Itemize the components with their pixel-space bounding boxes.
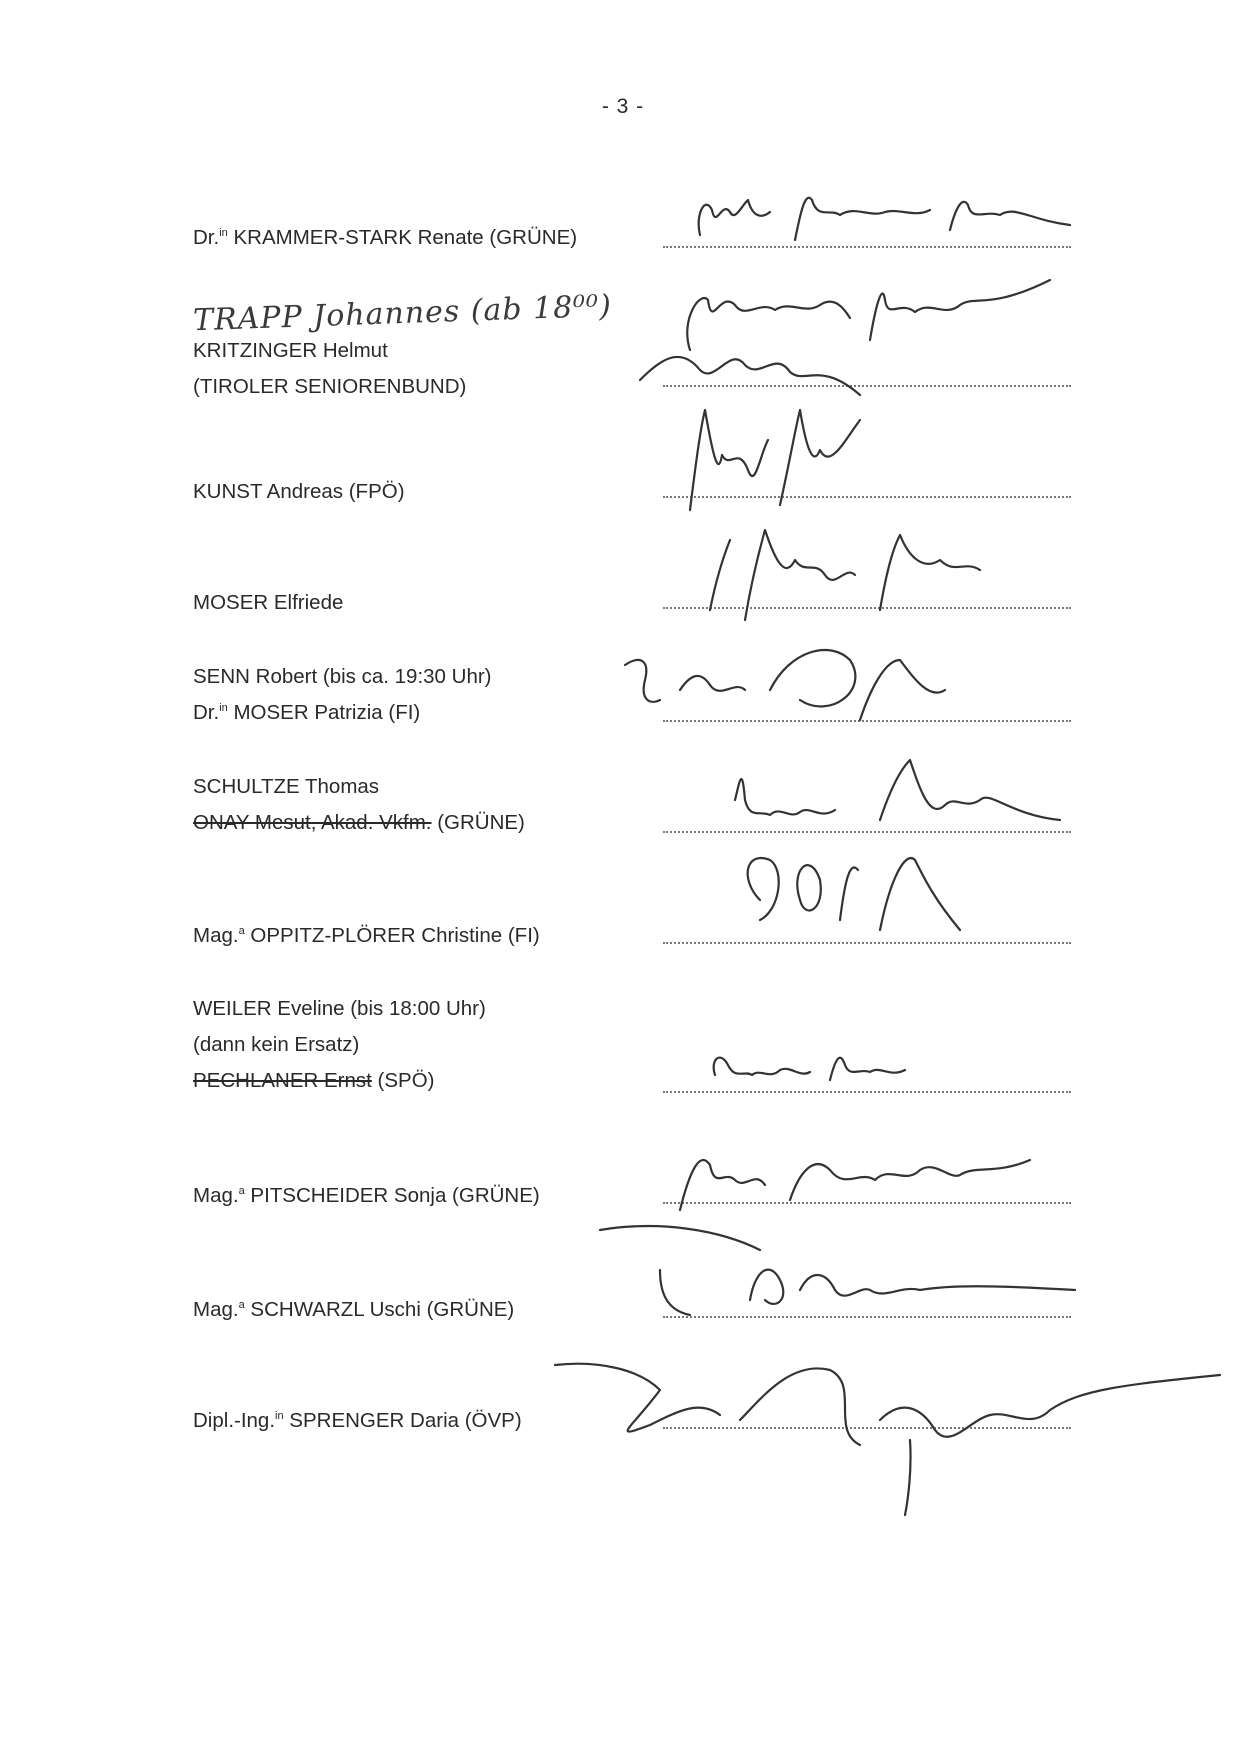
signature-line (663, 1202, 1071, 1204)
handwritten-note: TRAPP Johannes (ab 18⁰⁰) (192, 288, 613, 339)
academic-title: Dr. (193, 226, 220, 249)
title-suffix: in (219, 702, 228, 715)
academic-title: Mag. (193, 924, 239, 947)
title-suffix: in (275, 1410, 284, 1423)
attendee-affiliation: (TIROLER SENIORENBUND) (193, 375, 467, 398)
academic-title: Dr. (193, 701, 220, 724)
signature-line (663, 1091, 1071, 1093)
signature-trapp (640, 280, 1050, 395)
academic-title: Dipl.-Ing. (193, 1409, 276, 1432)
attendee-name: KRITZINGER Helmut (193, 339, 388, 362)
signature-line (663, 1427, 1071, 1429)
attendee-entry (193, 918, 613, 954)
page-number: - 3 - (601, 95, 645, 118)
attendee-name: SCHWARZL Uschi (GRÜNE) (250, 1298, 515, 1321)
signature-schultze (735, 760, 1060, 820)
attendee-entry (193, 474, 613, 510)
attendee-entry (193, 991, 613, 1099)
academic-title: Mag. (193, 1298, 239, 1321)
signature-line (663, 607, 1071, 609)
attendee-entry (193, 769, 613, 841)
signature-line (663, 720, 1071, 722)
attendee-entry (193, 585, 613, 621)
title-suffix: a (238, 925, 245, 938)
signature-krammer-stark (699, 198, 1070, 240)
signature-weiler (714, 1058, 905, 1080)
attendee-name: MOSER Elfriede (193, 591, 344, 614)
attendee-entry (193, 1178, 613, 1214)
attendee-note: (dann kein Ersatz) (193, 1033, 360, 1056)
signature-line (663, 246, 1071, 248)
attendee-name: MOSER Patrizia (FI) (233, 701, 421, 724)
academic-title: Mag. (193, 1184, 239, 1207)
signature-line (663, 942, 1071, 944)
attendee-entry (193, 1292, 613, 1328)
attendee-name: KRAMMER-STARK Renate (GRÜNE) (233, 226, 578, 249)
struck-name: PECHLANER Ernst (193, 1069, 372, 1092)
signature-senn (625, 650, 945, 720)
title-suffix: a (238, 1185, 245, 1198)
signature-sprenger (555, 1364, 1220, 1515)
attendee-entry (193, 659, 613, 731)
attendee-name: OPPITZ-PLÖRER Christine (FI) (250, 924, 540, 947)
attendee-entry (193, 220, 613, 256)
attendee-entry (193, 333, 613, 405)
signature-line (663, 496, 1071, 498)
signature-kunst (690, 410, 860, 510)
attendee-name: KUNST Andreas (FPÖ) (193, 480, 405, 503)
signature-oppitz (748, 858, 960, 930)
attendee-name: SPRENGER Daria (ÖVP) (289, 1409, 522, 1432)
attendee-entry (193, 1403, 613, 1439)
attendee-name: WEILER Eveline (bis 18:00 Uhr) (193, 997, 486, 1020)
party-label: (SPÖ) (371, 1069, 435, 1092)
signature-schwarzl (600, 1226, 1075, 1315)
signature-line (663, 1316, 1071, 1318)
title-suffix: a (238, 1299, 245, 1312)
signature-line (663, 831, 1071, 833)
signature-line (663, 385, 1071, 387)
attendee-name: PITSCHEIDER Sonja (GRÜNE) (250, 1184, 540, 1207)
struck-name: ONAY Mesut, Akad. Vkfm. (193, 811, 432, 834)
title-suffix: in (219, 227, 228, 240)
attendee-name: SENN Robert (bis ca. 19:30 Uhr) (193, 665, 492, 688)
party-label: (GRÜNE) (431, 811, 525, 834)
attendee-name: SCHULTZE Thomas (193, 775, 380, 798)
